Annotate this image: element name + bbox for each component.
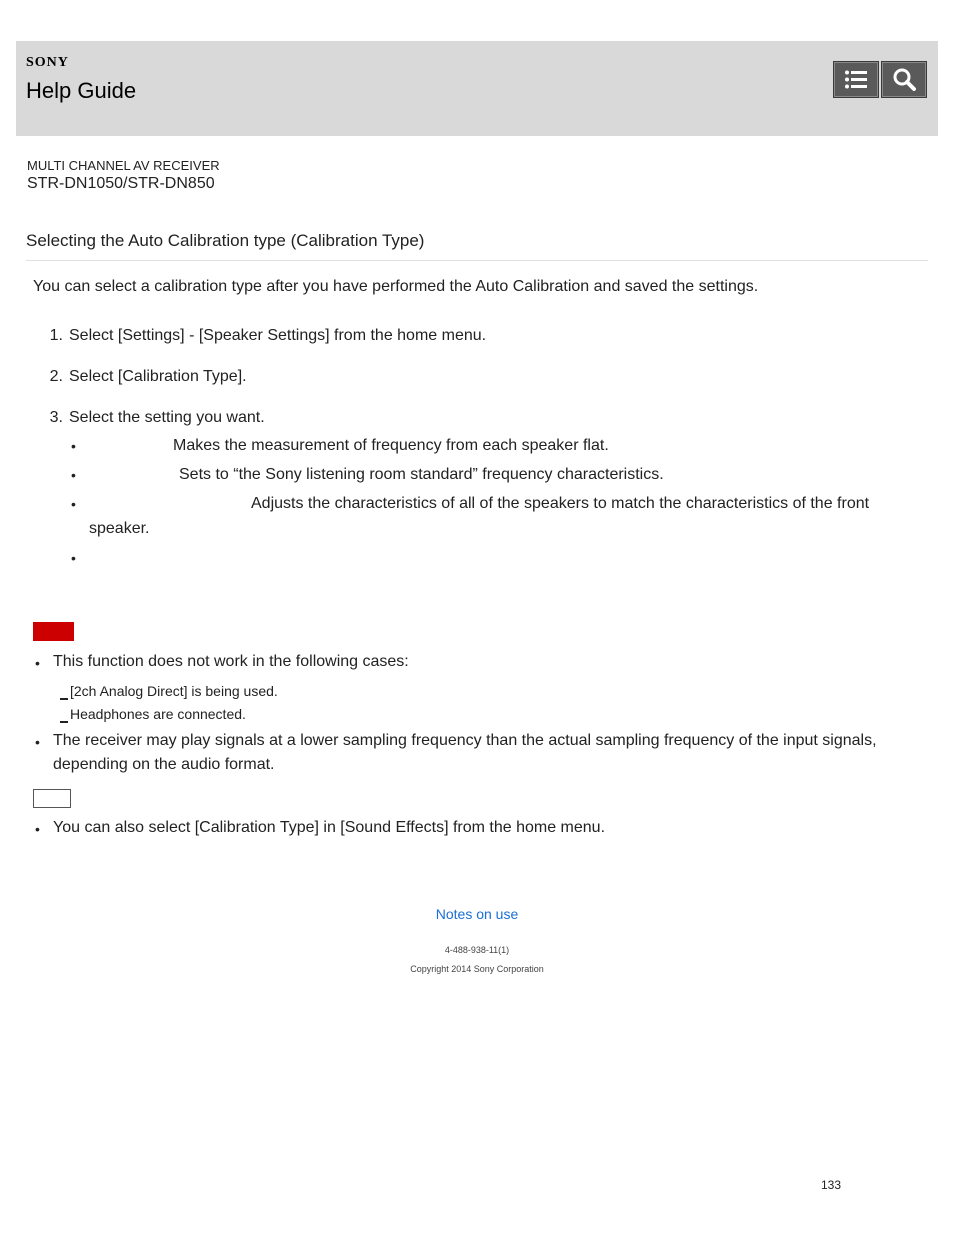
search-icon [882, 62, 926, 97]
title-divider [26, 260, 928, 261]
bullet-dot: • [71, 550, 76, 566]
product-model: STR-DN1050/STR-DN850 [27, 175, 215, 192]
option-description-continued: speaker. [89, 520, 150, 537]
option-description: Sets to “the Sony listening room standard” frequency characteristics. [179, 466, 664, 483]
header-bar [16, 41, 938, 136]
hint-label [33, 789, 71, 808]
list-icon [834, 62, 878, 97]
dash-icon [60, 721, 68, 723]
step-number: 1. [49, 327, 63, 344]
hint-item: You can also select [Calibration Type] in [Sound Effects] from the home menu. [53, 819, 606, 836]
page-number: 133 [821, 1178, 842, 1192]
note-subitem: Headphones are connected. [60, 706, 246, 723]
note-subitem: [2ch Analog Direct] is being used. [60, 683, 278, 700]
note-item: The receiver may play signals at a lower sampling frequency than the actual sampling frequency of the input signals, [53, 732, 877, 749]
document-number: 4-488-938-11(1) [444, 945, 510, 955]
step-text: Select [Calibration Type]. [69, 368, 247, 385]
bullet-dot: • [71, 467, 76, 483]
help-guide-title: Help Guide [26, 78, 137, 103]
step-text: Select [Settings] - [Speaker Settings] from the home menu. [69, 327, 487, 344]
bullet-dot: • [35, 821, 40, 837]
option-description: Makes the measurement of frequency from each speaker flat. [173, 437, 609, 454]
note-item-continued: depending on the audio format. [53, 756, 275, 773]
sony-logo: SONY [26, 55, 69, 70]
note-label [33, 622, 74, 641]
step-number: 3. [49, 409, 63, 426]
bullet-dot: • [35, 655, 40, 671]
step-number: 2. [49, 368, 63, 385]
bullet-dot: • [71, 496, 76, 512]
notes-on-use-link[interactable]: Notes on use [435, 906, 519, 922]
step-text: Select the setting you want. [69, 409, 265, 426]
bullet-dot: • [35, 734, 40, 750]
note-item: This function does not work in the following cases: [53, 653, 409, 670]
option-description: Adjusts the characteristics of all of the speakers to match the characteristics of the front [251, 495, 870, 512]
product-category: MULTI CHANNEL AV RECEIVER [27, 158, 220, 173]
intro-paragraph: You can select a calibration type after you have performed the Auto Calibration and saved the settings. [33, 278, 759, 295]
page-title: Selecting the Auto Calibration type (Calibration Type) [26, 231, 425, 250]
bullet-dot: • [71, 438, 76, 454]
search-button[interactable] [881, 61, 927, 98]
menu-button[interactable] [833, 61, 879, 98]
dash-icon [60, 698, 68, 700]
copyright-text: Copyright 2014 Sony Corporation [410, 964, 544, 974]
